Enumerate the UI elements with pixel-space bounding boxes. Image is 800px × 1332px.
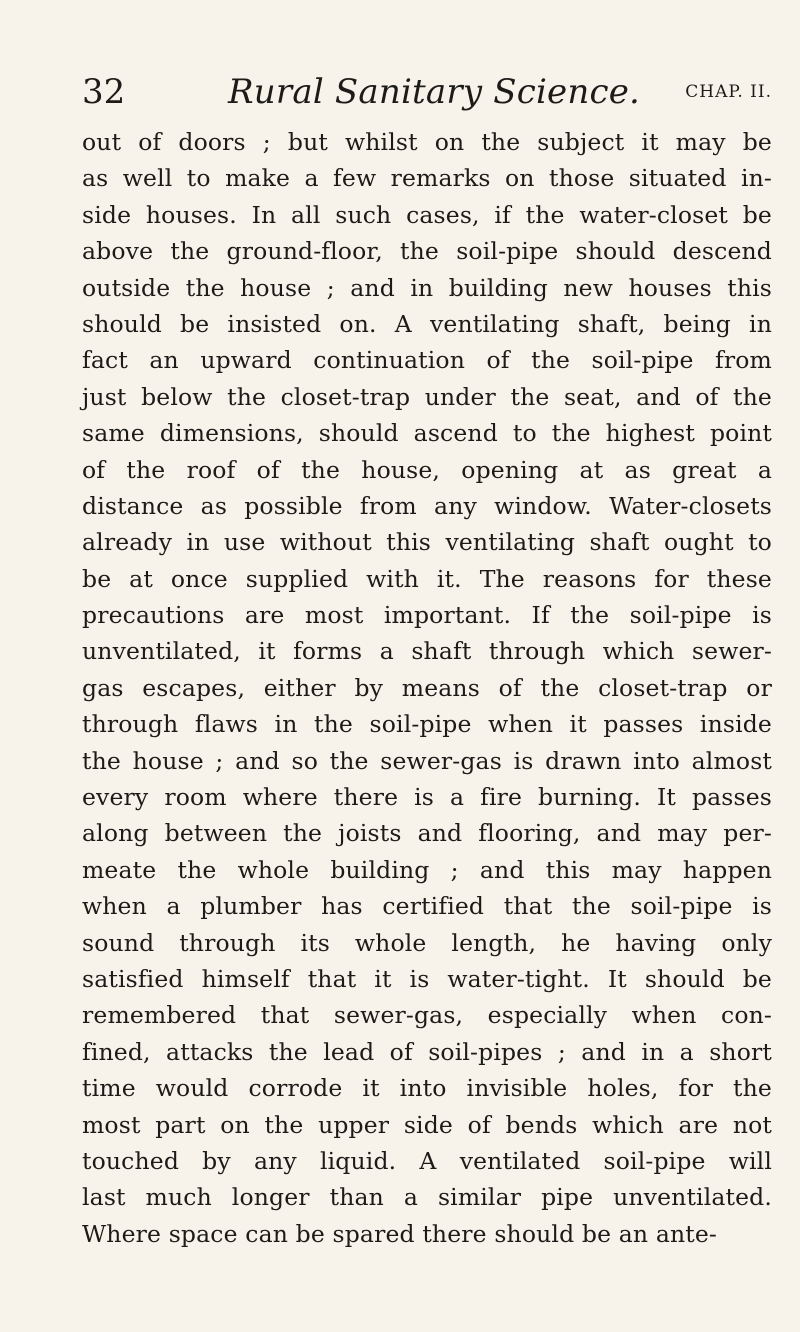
- text-line: fined, attacks the lead of soil-pipes ; and in a short: [82, 1037, 772, 1066]
- text-line: when a plumber has certified that the soil-pipe is: [82, 892, 772, 921]
- text-line: every room where there is a fire burning. It passes: [82, 783, 772, 812]
- text-line: along between the joists and flooring, and may per-: [82, 819, 772, 848]
- running-title: Rural Sanitary Science.: [228, 72, 641, 112]
- text-line: same dimensions, should ascend to the highest point: [82, 419, 772, 448]
- text-line: outside the house ; and in building new houses this: [82, 273, 772, 302]
- text-line: precautions are most important. If the soil-pipe is: [82, 601, 772, 630]
- text-line: time would corrode it into invisible holes, for the: [82, 1074, 772, 1103]
- text-line: already in use without this ventilating shaft ought to: [82, 528, 772, 557]
- body-text: [82, 124, 772, 1252]
- text-line: unventilated, it forms a shaft through which sewer-: [82, 637, 772, 666]
- text-line: as well to make a few remarks on those situated in-: [82, 164, 772, 193]
- text-line: Where space can be spared there should be an ante-: [82, 1219, 718, 1248]
- text-line: should be insisted on. A ventilating shaft, being in: [82, 309, 772, 338]
- text-line: fact an upward continuation of the soil-pipe from: [82, 346, 772, 375]
- text-line: above the ground-floor, the soil-pipe should descend: [82, 237, 772, 266]
- text-line: gas escapes, either by means of the closet-trap or: [82, 673, 772, 702]
- text-line: side houses. In all such cases, if the water-closet be: [82, 200, 772, 229]
- page-number: 32: [82, 72, 126, 112]
- text-line: the house ; and so the sewer-gas is drawn into almost: [82, 746, 772, 775]
- text-line: touched by any liquid. A ventilated soil-pipe will: [82, 1146, 772, 1175]
- chapter-reference: CHAP. II.: [685, 82, 772, 102]
- text-line: most part on the upper side of bends which are not: [82, 1110, 772, 1139]
- text-line: out of doors ; but whilst on the subject it may be: [82, 128, 772, 156]
- text-line: of the roof of the house, opening at as great a: [82, 455, 772, 484]
- text-line: through flaws in the soil-pipe when it passes inside: [82, 710, 772, 739]
- running-head: [82, 70, 772, 114]
- text-line: last much longer than a similar pipe unventilated.: [82, 1183, 772, 1212]
- text-line: distance as possible from any window. Water-closets: [82, 491, 772, 520]
- text-line: sound through its whole length, he having only: [82, 928, 772, 957]
- text-line: just below the closet-trap under the seat, and of the: [82, 382, 772, 411]
- text-line: satisfied himself that it is water-tight. It should be: [82, 964, 772, 993]
- text-line: meate the whole building ; and this may happen: [82, 855, 772, 884]
- text-line: be at once supplied with it. The reasons for these: [82, 564, 772, 593]
- text-line: remembered that sewer-gas, especially when con-: [82, 1001, 772, 1030]
